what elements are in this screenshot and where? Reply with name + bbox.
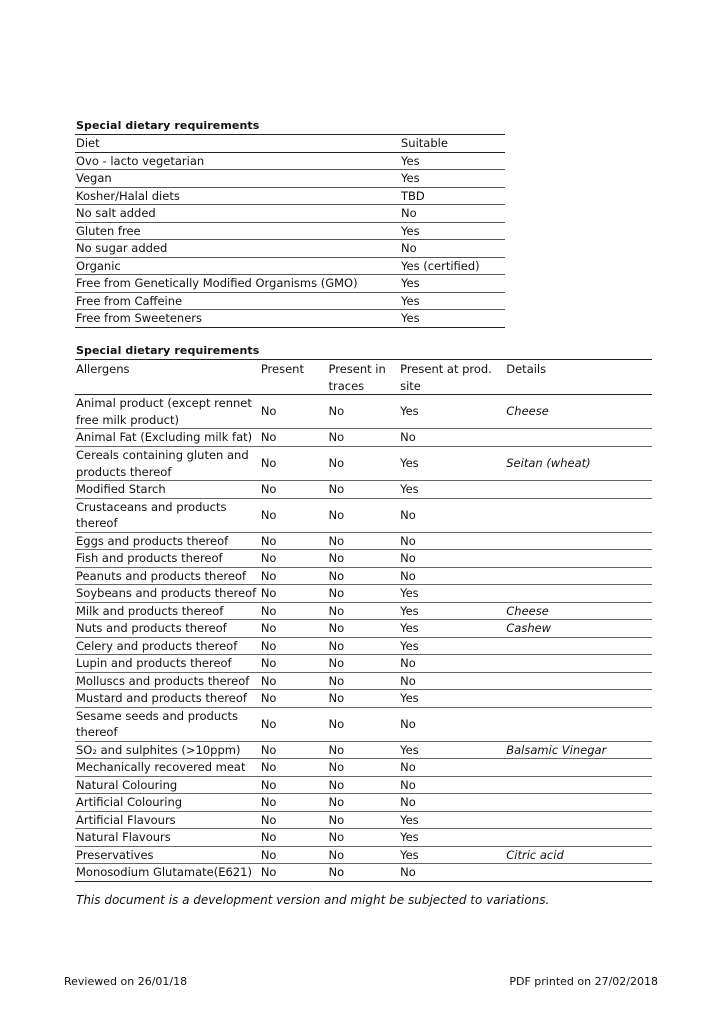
diet-column-header: Diet <box>75 135 400 153</box>
reviewed-date: Reviewed on 26/01/18 <box>64 975 188 988</box>
traces-value: No <box>328 707 400 741</box>
details-value <box>505 672 652 690</box>
table-row <box>75 429 652 447</box>
traces-value: No <box>328 672 400 690</box>
table-row <box>75 829 652 847</box>
allergen-name: Natural Flavours <box>75 829 260 847</box>
present-value: No <box>260 532 328 550</box>
traces-value: No <box>328 794 400 812</box>
table-row <box>75 864 652 882</box>
diet-name: Vegan <box>75 170 400 188</box>
present-value: No <box>260 447 328 481</box>
table-row <box>75 170 505 188</box>
diet-name: Organic <box>75 257 400 275</box>
traces-value: No <box>328 829 400 847</box>
site-value: Yes <box>399 620 505 638</box>
table-row <box>75 447 652 481</box>
details-value: Citric acid <box>505 846 652 864</box>
details-value <box>505 811 652 829</box>
traces-value: No <box>328 776 400 794</box>
allergen-table-header <box>75 360 652 395</box>
diet-name: No sugar added <box>75 240 400 258</box>
traces-value: No <box>328 864 400 882</box>
site-value: No <box>399 498 505 532</box>
table-row <box>75 846 652 864</box>
allergen-name: Peanuts and products thereof <box>75 567 260 585</box>
allergen-name: Lupin and products thereof <box>75 655 260 673</box>
traces-value: No <box>328 585 400 603</box>
traces-value: No <box>328 447 400 481</box>
table-row <box>75 585 652 603</box>
allergen-name: Artificial Colouring <box>75 794 260 812</box>
allergen-name: Eggs and products thereof <box>75 532 260 550</box>
traces-value: No <box>328 395 400 429</box>
present-value: No <box>260 707 328 741</box>
table-row <box>75 707 652 741</box>
traces-value: No <box>328 481 400 499</box>
traces-value: No <box>328 811 400 829</box>
suitable-value: TBD <box>400 187 505 205</box>
diet-table <box>75 134 505 328</box>
table-row <box>75 759 652 777</box>
present-value: No <box>260 829 328 847</box>
site-value: Yes <box>399 741 505 759</box>
table-row <box>75 275 505 293</box>
allergen-name: Molluscs and products thereof <box>75 672 260 690</box>
details-value <box>505 429 652 447</box>
allergen-name: Fish and products thereof <box>75 550 260 568</box>
details-value <box>505 864 652 882</box>
allergens-column-header: Allergens <box>75 360 260 395</box>
diet-section-title: Special dietary requirements <box>76 119 260 132</box>
allergen-name: Soybeans and products thereof <box>75 585 260 603</box>
allergen-name: Milk and products thereof <box>75 602 260 620</box>
present-value: No <box>260 620 328 638</box>
details-value: Balsamic Vinegar <box>505 741 652 759</box>
present-value: No <box>260 759 328 777</box>
details-value <box>505 550 652 568</box>
allergen-name: Celery and products thereof <box>75 637 260 655</box>
table-row <box>75 550 652 568</box>
allergen-name: Sesame seeds and products thereof <box>75 707 260 741</box>
allergen-name: Natural Colouring <box>75 776 260 794</box>
details-value <box>505 829 652 847</box>
present-value: No <box>260 567 328 585</box>
suitable-value: Yes <box>400 152 505 170</box>
table-row <box>75 257 505 275</box>
site-value: Yes <box>399 690 505 708</box>
present-value: No <box>260 846 328 864</box>
site-value: No <box>399 429 505 447</box>
site-value: Yes <box>399 637 505 655</box>
site-value: No <box>399 794 505 812</box>
allergen-name: Mechanically recovered meat <box>75 759 260 777</box>
suitable-value: No <box>400 240 505 258</box>
table-row <box>75 655 652 673</box>
present-value: No <box>260 690 328 708</box>
site-value: No <box>399 707 505 741</box>
present-value: No <box>260 395 328 429</box>
table-row <box>75 481 652 499</box>
present-value: No <box>260 498 328 532</box>
suitable-value: No <box>400 205 505 223</box>
site-value: Yes <box>399 829 505 847</box>
suitable-value: Yes <box>400 292 505 310</box>
traces-value: No <box>328 429 400 447</box>
diet-name: Free from Genetically Modified Organisms (GMO) <box>75 275 400 293</box>
traces-value: No <box>328 741 400 759</box>
present-value: No <box>260 550 328 568</box>
table-row <box>75 811 652 829</box>
site-value: Yes <box>399 811 505 829</box>
suitable-value: Yes (certified) <box>400 257 505 275</box>
table-row <box>75 620 652 638</box>
diet-name: Ovo - lacto vegetarian <box>75 152 400 170</box>
details-value <box>505 776 652 794</box>
traces-value: No <box>328 620 400 638</box>
details-value: Cheese <box>505 602 652 620</box>
traces-value: No <box>328 759 400 777</box>
present-in-traces-column-header: Present in traces <box>328 360 400 395</box>
suitable-value: Yes <box>400 170 505 188</box>
details-column-header: Details <box>505 360 652 395</box>
present-value: No <box>260 864 328 882</box>
allergen-name: Monosodium Glutamate(E621) <box>75 864 260 882</box>
table-row <box>75 794 652 812</box>
present-value: No <box>260 811 328 829</box>
details-value <box>505 567 652 585</box>
suitable-value: Yes <box>400 222 505 240</box>
traces-value: No <box>328 690 400 708</box>
site-value: No <box>399 550 505 568</box>
allergen-name: Cereals containing gluten and products thereof <box>75 447 260 481</box>
site-value: No <box>399 759 505 777</box>
site-value: No <box>399 776 505 794</box>
diet-name: Gluten free <box>75 222 400 240</box>
allergen-name: Artificial Flavours <box>75 811 260 829</box>
diet-name: Free from Sweeteners <box>75 310 400 328</box>
site-value: Yes <box>399 602 505 620</box>
allergen-name: SO₂ and sulphites (>10ppm) <box>75 741 260 759</box>
details-value: Seitan (wheat) <box>505 447 652 481</box>
diet-name: No salt added <box>75 205 400 223</box>
site-value: No <box>399 864 505 882</box>
allergen-name: Animal Fat (Excluding milk fat) <box>75 429 260 447</box>
present-value: No <box>260 429 328 447</box>
allergen-name: Mustard and products thereof <box>75 690 260 708</box>
table-row <box>75 222 505 240</box>
details-value <box>505 481 652 499</box>
present-value: No <box>260 637 328 655</box>
site-value: No <box>399 532 505 550</box>
details-value <box>505 794 652 812</box>
details-value <box>505 690 652 708</box>
table-row <box>75 602 652 620</box>
site-value: No <box>399 655 505 673</box>
present-value: No <box>260 602 328 620</box>
details-value <box>505 707 652 741</box>
suitable-column-header: Suitable <box>400 135 505 153</box>
details-value <box>505 655 652 673</box>
present-value: No <box>260 776 328 794</box>
table-row <box>75 690 652 708</box>
present-at-site-column-header: Present at prod. site <box>399 360 505 395</box>
site-value: Yes <box>399 481 505 499</box>
suitable-value: Yes <box>400 275 505 293</box>
present-value: No <box>260 741 328 759</box>
allergen-name: Crustaceans and products thereof <box>75 498 260 532</box>
table-row <box>75 310 505 328</box>
table-row <box>75 532 652 550</box>
site-value: Yes <box>399 447 505 481</box>
diet-name: Kosher/Halal diets <box>75 187 400 205</box>
present-value: No <box>260 585 328 603</box>
traces-value: No <box>328 550 400 568</box>
traces-value: No <box>328 655 400 673</box>
details-value <box>505 585 652 603</box>
site-value: Yes <box>399 395 505 429</box>
table-row <box>75 152 505 170</box>
table-row <box>75 498 652 532</box>
traces-value: No <box>328 637 400 655</box>
allergen-name: Animal product (except rennet free milk product) <box>75 395 260 429</box>
details-value <box>505 759 652 777</box>
present-value: No <box>260 481 328 499</box>
site-value: Yes <box>399 846 505 864</box>
table-row <box>75 205 505 223</box>
allergen-section-title: Special dietary requirements <box>76 344 260 357</box>
table-row <box>75 672 652 690</box>
allergen-name: Modified Starch <box>75 481 260 499</box>
allergen-table <box>75 359 652 882</box>
details-value: Cashew <box>505 620 652 638</box>
table-row <box>75 395 652 429</box>
diet-table-header <box>75 135 505 153</box>
details-value <box>505 498 652 532</box>
table-row <box>75 187 505 205</box>
traces-value: No <box>328 846 400 864</box>
present-value: No <box>260 672 328 690</box>
table-row <box>75 567 652 585</box>
details-value <box>505 637 652 655</box>
traces-value: No <box>328 498 400 532</box>
site-value: No <box>399 567 505 585</box>
traces-value: No <box>328 532 400 550</box>
details-value: Cheese <box>505 395 652 429</box>
diet-name: Free from Caffeine <box>75 292 400 310</box>
allergen-name: Nuts and products thereof <box>75 620 260 638</box>
details-value <box>505 532 652 550</box>
site-value: No <box>399 672 505 690</box>
present-column-header: Present <box>260 360 328 395</box>
site-value: Yes <box>399 585 505 603</box>
traces-value: No <box>328 567 400 585</box>
table-row <box>75 240 505 258</box>
printed-date: PDF printed on 27/02/2018 <box>509 975 658 988</box>
present-value: No <box>260 794 328 812</box>
development-note: This document is a development version and might be subjected to variations. <box>76 893 550 907</box>
traces-value: No <box>328 602 400 620</box>
table-row <box>75 292 505 310</box>
present-value: No <box>260 655 328 673</box>
allergen-name: Preservatives <box>75 846 260 864</box>
table-row <box>75 776 652 794</box>
suitable-value: Yes <box>400 310 505 328</box>
table-row <box>75 637 652 655</box>
table-row <box>75 741 652 759</box>
